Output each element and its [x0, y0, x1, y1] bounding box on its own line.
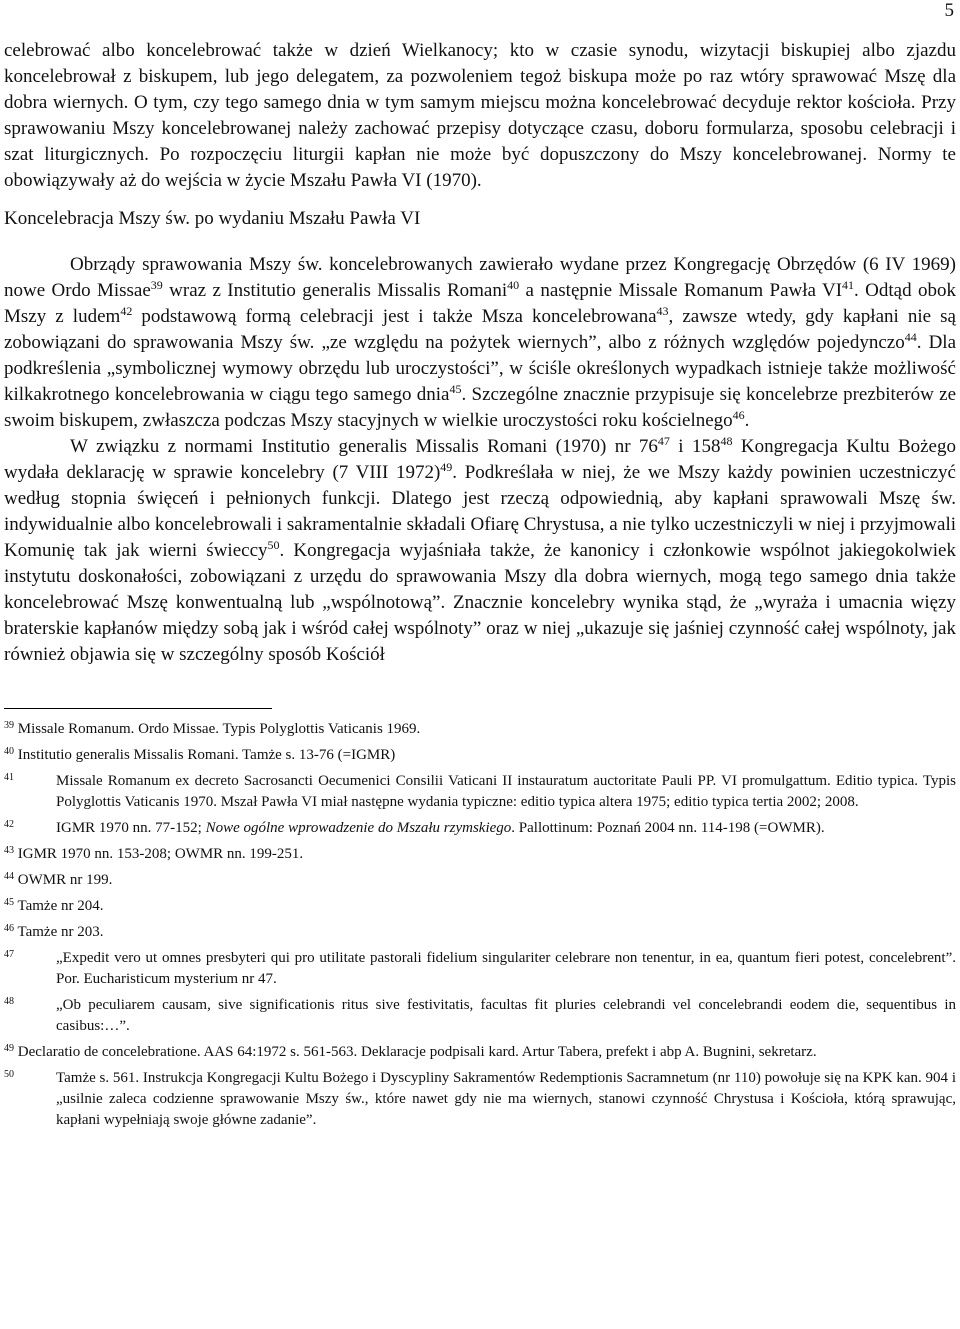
footnote-ref[interactable]: 44 — [904, 330, 917, 344]
footnote-number: 39 — [4, 720, 14, 731]
footnote-number: 50 — [4, 1069, 14, 1080]
footnote-number: 48 — [4, 996, 14, 1007]
text-segment: i 158 — [669, 436, 721, 457]
paragraph-declaration — [4, 434, 956, 668]
footnote-ref[interactable]: 41 — [842, 278, 855, 292]
footnote-text: Missale Romanum. Ordo Missae. Typis Polyglottis Vaticanis 1969. — [17, 721, 421, 737]
footnote-50 — [4, 1068, 956, 1131]
text-segment: . Podkreślała w niej, że we Mszy każdy powinien uczestniczyć według stopnia święceń i pełnionych funkcji. Dlatego jest rzeczą odpowiednią, aby kapłani sprawowali Mszę św. indywidualnie albo koncelebrowali i sakramentalnie składali Ofiarę Chrystusa, a nie tylko uczestniczyli w niej i przyjmowali Komunię tak jak wierni świeccy — [4, 462, 956, 561]
text-segment: . Kongregacja wyjaśniała także, że kanonicy i członkowie wspólnot jakiegokolwiek instytutu doskonałości, zobowiązani z urzędu do sprawowania Mszy dla dobra wiernych, mogą tego samego dnia także koncelebrować Mszę konwentualną lub „wspólnotową”. Znacznie koncelebry wynika stąd, że „wyraża i umacnia więzy braterskie kapłanów między sobą jak i wśród całej wspólnoty” oraz w niej „ukazuje się jaśniej czynność całej wspólnoty, jak również objawia się w szczególny sposób Kościół — [4, 540, 956, 665]
footnote-number: 49 — [4, 1043, 14, 1054]
document-body — [4, 38, 956, 1136]
text-segment: . Odtąd obok Mszy z ludem — [4, 280, 956, 327]
text-segment: , zawsze wtedy, gdy kapłani nie są zobowiązani do sprawowania Mszy św. „ze względu na pożytek wiernych”, albo z różnych względów pojedynczo — [4, 306, 956, 353]
section-heading: Koncelebracja Mszy św. po wydaniu Mszału Pawła VI — [4, 208, 421, 229]
footnote-number: 40 — [4, 746, 14, 757]
footnote-45 — [4, 896, 956, 917]
footnote-text: „Expedit vero ut omnes presbyteri qui pro utilitate pastorali fidelium singulariter celebrare non tenentur, in ea, quantum fieri potest, concelebrent”. Por. Eucharisticum mysterium nr 47. — [56, 950, 956, 987]
text-segment: wraz z Institutio generalis Missalis Romani — [162, 280, 508, 301]
paragraph-intro: celebrować albo koncelebrować także w dzień Wielkanocy; kto w czasie synodu, wizytacji biskupiej albo zjazdu koncelebrował z biskupem, lub jego delegatem, za pozwoleniem tegoż biskupa może po raz wtóry sprawować Mszę dla dobra wiernych. O tym, czy tego samego dnia w tym samym miejscu można koncelebrować decyduje rektor kościoła. Przy sprawowaniu Mszy koncelebrowanej należy zachować przepisy dotyczące czasu, doboru formularza, sposobu celebracji i szat liturgicznych. Po rozpoczęciu liturgii kapłan nie może być dopuszczony do Mszy koncelebrowanej. Normy te obowiązywały aż do wejścia w życie Mszału Pawła VI (1970). — [4, 40, 956, 191]
text-segment: podstawową formą celebracji jest i także Msza koncelebrowana — [132, 306, 657, 327]
footnote-text: „Ob peculiarem causam, sive significationis ritus sive festivitatis, facultas fit pluries celebrandi vel concelebrandi eodem die, sequentibus in casibus:…”. — [56, 997, 956, 1034]
footnote-text: OWMR nr 199. — [17, 872, 113, 888]
text-segment: . Dla podkreślenia „symbolicznej wymowy obrzędu lub uroczystości”, w ściśle określonych wypadkach istnieje także możliwość kilkakrotnego koncelebrowania w ciągu tego samego dnia — [4, 332, 957, 405]
footnote-ref[interactable]: 46 — [732, 408, 745, 422]
footnote-ref[interactable]: 50 — [267, 538, 280, 552]
footnote-39 — [4, 719, 956, 740]
footnote-text: Tamże nr 203. — [17, 924, 104, 940]
footnote-text: Tamże s. 561. Instrukcja Kongregacji Kultu Bożego i Dyscypliny Sakramentów Redemptionis Sacramnetum (nr 110) powołuje się na KPK kan. 904 i „usilnie zaleca codzienne sprawowanie Mszy św., które nawet gdy nie ma wiernych, stanowi czynność Chrystusa i Kościoła, którą sprawując, kapłani wypełniają swoje główne zadanie”. — [56, 1070, 956, 1128]
footnote-46 — [4, 922, 956, 943]
text-segment: Kongregacja Kultu Bożego wydała deklarację w sprawie koncelebry (7 VIII 1972) — [4, 436, 956, 483]
footnote-number: 43 — [4, 845, 14, 856]
footnote-text: . Pallottinum: Poznań 2004 nn. 114-198 (=OWMR). — [511, 820, 825, 836]
page-number: 5 — [944, 0, 954, 21]
footnote-ref[interactable]: 43 — [656, 304, 669, 318]
footnote-title-italic: Nowe ogólne wprowadzenie do Mszału rzymskiego — [205, 820, 512, 836]
footnote-number: 46 — [4, 923, 14, 934]
footnote-ref[interactable]: 45 — [449, 382, 462, 396]
footnote-ref[interactable]: 49 — [440, 460, 453, 474]
footnote-text: Declaratio de concelebratione. AAS 64:1972 s. 561-563. Deklaracje podpisali kard. Artur Tabera, prefekt i abp A. Bugnini, sekretarz. — [17, 1044, 817, 1060]
footnote-number: 42 — [4, 819, 14, 830]
footnote-44 — [4, 870, 956, 891]
footnote-ref[interactable]: 39 — [150, 278, 163, 292]
footnote-49 — [4, 1042, 956, 1063]
text-segment: W związku z normami Institutio generalis Missalis Romani (1970) nr 76 — [70, 436, 658, 457]
footnote-48 — [4, 995, 956, 1037]
footnote-41 — [4, 771, 956, 813]
footnote-number: 41 — [4, 772, 14, 783]
text-segment: a następnie Missale Romanum Pawła VI — [519, 280, 843, 301]
paragraph-main — [4, 252, 956, 434]
footnote-text: IGMR 1970 nn. 153-208; OWMR nn. 199-251. — [17, 846, 304, 862]
footnote-ref[interactable]: 47 — [657, 434, 670, 448]
footnote-text: IGMR 1970 nn. 77-152; — [56, 820, 206, 836]
footnote-42 — [4, 818, 956, 839]
footnote-47 — [4, 948, 956, 990]
footnote-number: 45 — [4, 897, 14, 908]
text-segment: . Szczególne znacznie przypisuje się koncelebrze prezbiterów ze swoim biskupem, zwłaszcza podczas Mszy stacyjnych w wielkie uroczystości roku kościelnego — [4, 384, 956, 431]
footnote-43 — [4, 844, 956, 865]
text-segment: Obrządy sprawowania Mszy św. koncelebrowanych zawierało wydane przez Kongregację Obrzędów (6 IV 1969) nowe Ordo Missae — [4, 254, 956, 301]
footnote-text: Tamże nr 204. — [17, 898, 104, 914]
footnote-ref[interactable]: 48 — [720, 434, 733, 448]
footnote-ref[interactable]: 40 — [507, 278, 520, 292]
footnote-ref[interactable]: 42 — [120, 304, 133, 318]
footnote-text: Missale Romanum ex decreto Sacrosancti Oecumenici Consilii Vaticani II instauratum auctoritate Pauli PP. VI promulgattum. Editio typica. Typis Polyglottis Vaticanis 1970. Mszał Pawła VI miał następne wydania typiczne: editio typica altera 1975; editio typica tertia 2002; 2008. — [56, 773, 956, 810]
footnote-number: 44 — [4, 871, 14, 882]
footnote-number: 47 — [4, 949, 14, 960]
footnote-text: Institutio generalis Missalis Romani. Tamże s. 13-76 (=IGMR) — [17, 747, 396, 763]
footnotes — [4, 719, 956, 1131]
footnote-40 — [4, 745, 956, 766]
footnote-divider — [4, 708, 272, 709]
text-segment: . — [744, 410, 750, 431]
